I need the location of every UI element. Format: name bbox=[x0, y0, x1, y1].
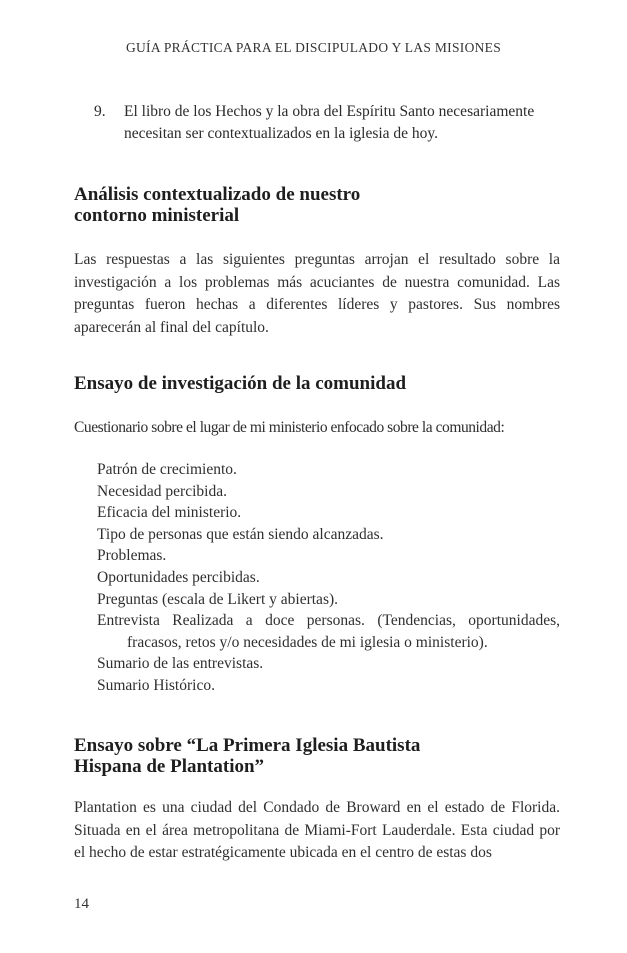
item-text: El libro de los Hechos y la obra del Espíritu Santo necesariamente necesitan ser contextualizados en la iglesia de hoy. bbox=[124, 103, 535, 142]
list-item: Sumario Histórico. bbox=[97, 676, 215, 694]
heading-line: contorno ministerial bbox=[74, 205, 240, 226]
heading-line: Hispana de Plantation” bbox=[74, 756, 265, 777]
numbered-list-item bbox=[94, 101, 564, 145]
running-header: GUÍA PRÁCTICA PARA EL DISCIPULADO Y LAS MISIONES bbox=[125, 40, 502, 55]
item-number: 9. bbox=[94, 103, 106, 120]
section-heading-ensayo-investigacion: Ensayo de investigación de la comunidad bbox=[74, 373, 407, 394]
section-heading-analisis bbox=[74, 184, 360, 226]
questionnaire-list bbox=[97, 459, 560, 697]
heading-line: Ensayo sobre “La Primera Iglesia Bautista bbox=[74, 735, 421, 756]
list-item: Eficacia del ministerio. bbox=[97, 504, 242, 522]
heading-line: Análisis contextualizado de nuestro bbox=[74, 184, 361, 205]
list-item: Sumario de las entrevistas. bbox=[97, 655, 264, 673]
page-number: 14 bbox=[74, 896, 89, 912]
list-item: Oportunidades percibidas. bbox=[97, 568, 260, 586]
list-item: Patrón de crecimiento. bbox=[97, 461, 237, 478]
list-item: Preguntas (escala de Likert y abiertas). bbox=[97, 590, 339, 608]
list-item: Entrevista Realizada a doce personas. (Tendencias, oportunidades, fracasos, retos y/o necesidades de mi iglesia o ministerio). bbox=[97, 612, 560, 651]
paragraph-plantation: Plantation es una ciudad del Condado de Broward en el estado de Florida. Situada en el área metropolitana de Miami-Fort Lauderdale. Esta ciudad por el hecho de estar estratégicamente ubicada en el centro de estas dos bbox=[74, 799, 560, 861]
paragraph-respuestas: Las respuestas a las siguientes preguntas arrojan el resultado sobre la investigación a los problemas más acuciantes de nuestra comunidad. Las preguntas fueron hechas a diferentes líderes y pastores. Sus nombres aparecerán al final del capítulo. bbox=[74, 251, 560, 336]
list-item: Problemas. bbox=[97, 547, 167, 565]
list-item: Tipo de personas que están siendo alcanzadas. bbox=[97, 525, 384, 543]
section-heading-primera-iglesia bbox=[74, 735, 420, 777]
list-item: Necesidad percibida. bbox=[97, 482, 227, 500]
paragraph-cuestionario: Cuestionario sobre el lugar de mi ministerio enfocado sobre la comunidad: bbox=[74, 419, 505, 436]
